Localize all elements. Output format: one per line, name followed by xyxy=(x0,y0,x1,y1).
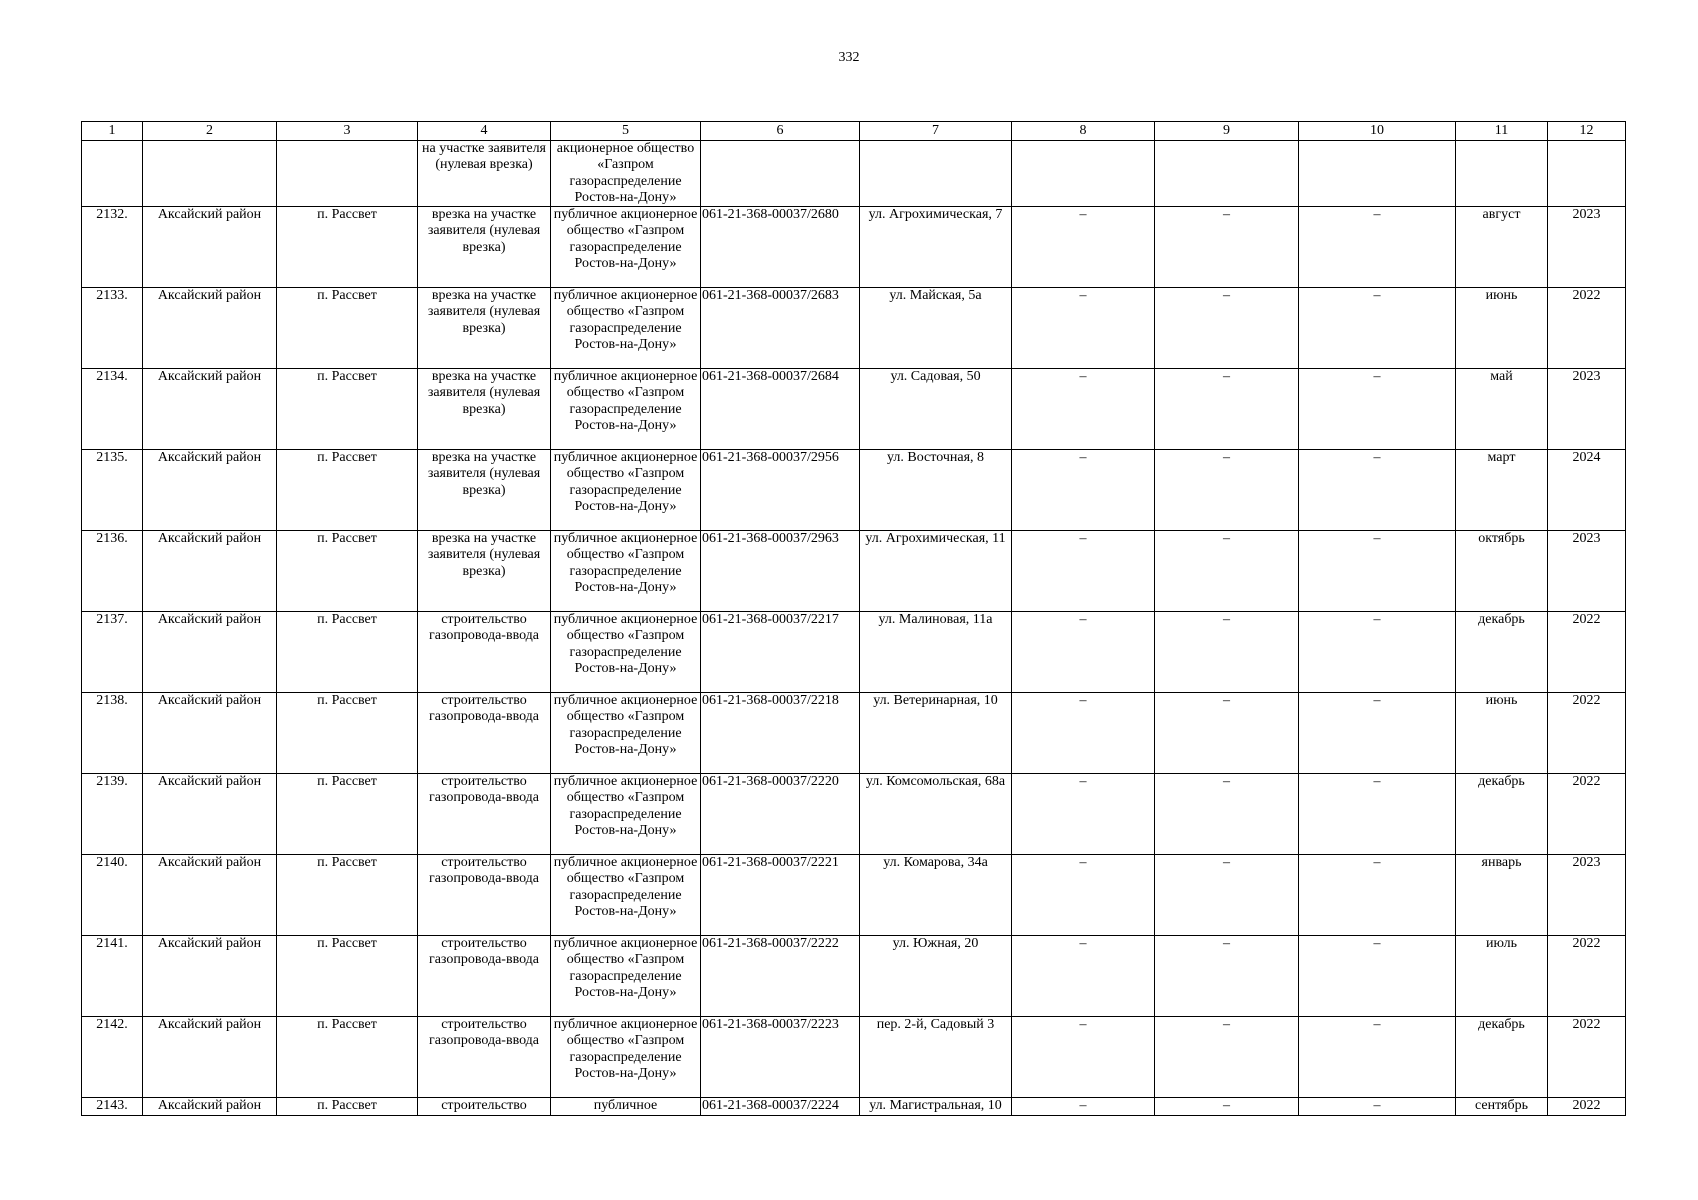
cell-month: июль xyxy=(1456,936,1548,1017)
cell-year: 2024 xyxy=(1548,450,1626,531)
header-cell: 9 xyxy=(1155,122,1299,141)
cell-number: 2135. xyxy=(82,450,143,531)
cell-month: декабрь xyxy=(1456,612,1548,693)
cell-organization: публичное акционерное общество «Газпром газораспределение Ростов-на-Дону» xyxy=(551,774,701,855)
cell-work-type: на участке заявителя (нулевая врезка) xyxy=(418,141,551,207)
cell-number: 2141. xyxy=(82,936,143,1017)
cell-year: 2022 xyxy=(1548,1017,1626,1098)
cell-col8 xyxy=(1012,141,1155,207)
header-cell: 2 xyxy=(143,122,277,141)
cell-col8: – xyxy=(1012,936,1155,1017)
cell-work-type: врезка на участке заявителя (нулевая врезка) xyxy=(418,288,551,369)
cell-locality: п. Рассвет xyxy=(277,450,418,531)
cell-work-type: врезка на участке заявителя (нулевая врезка) xyxy=(418,207,551,288)
header-cell: 6 xyxy=(701,122,860,141)
cell-month: декабрь xyxy=(1456,774,1548,855)
cell-organization: публичное акционерное общество «Газпром газораспределение Ростов-на-Дону» xyxy=(551,855,701,936)
cell-col9: – xyxy=(1155,855,1299,936)
cell-month: январь xyxy=(1456,855,1548,936)
cell-col9: – xyxy=(1155,1017,1299,1098)
cell-address: ул. Агрохимическая, 11 xyxy=(860,531,1012,612)
cell-organization: публичное акционерное общество «Газпром газораспределение Ростов-на-Дону» xyxy=(551,1017,701,1098)
cell-work-type: строительство газопровода-ввода xyxy=(418,612,551,693)
cell-number: 2143. xyxy=(82,1098,143,1116)
table-row xyxy=(82,207,1626,288)
table-row xyxy=(82,855,1626,936)
cell-district: Аксайский район xyxy=(143,450,277,531)
cell-locality: п. Рассвет xyxy=(277,855,418,936)
cell-locality: п. Рассвет xyxy=(277,207,418,288)
cell-col8: – xyxy=(1012,450,1155,531)
cell-organization: публичное акционерное общество «Газпром газораспределение Ростов-на-Дону» xyxy=(551,207,701,288)
cell-col10: – xyxy=(1299,288,1456,369)
header-cell: 3 xyxy=(277,122,418,141)
cell-month: июнь xyxy=(1456,693,1548,774)
cell-number: 2139. xyxy=(82,774,143,855)
cell-address: ул. Комсомольская, 68а xyxy=(860,774,1012,855)
cell-address: ул. Майская, 5а xyxy=(860,288,1012,369)
header-cell: 1 xyxy=(82,122,143,141)
cell-year: 2022 xyxy=(1548,936,1626,1017)
cell-code: 061-21-368-00037/2956 xyxy=(701,450,860,531)
header-cell: 8 xyxy=(1012,122,1155,141)
cell-code: 061-21-368-00037/2218 xyxy=(701,693,860,774)
cell-col9 xyxy=(1155,141,1299,207)
cell-col10: – xyxy=(1299,774,1456,855)
cell-organization: акционерное общество «Газпром газораспределение Ростов-на-Дону» xyxy=(551,141,701,207)
cell-col8: – xyxy=(1012,288,1155,369)
cell-organization: публичное xyxy=(551,1098,701,1116)
registry-table xyxy=(81,121,1626,1116)
cell-address: ул. Комарова, 34а xyxy=(860,855,1012,936)
cell-locality: п. Рассвет xyxy=(277,936,418,1017)
cell-col8: – xyxy=(1012,612,1155,693)
cell-col8: – xyxy=(1012,1098,1155,1116)
cell-col9: – xyxy=(1155,936,1299,1017)
cell-work-type: строительство газопровода-ввода xyxy=(418,774,551,855)
cell-code: 061-21-368-00037/2221 xyxy=(701,855,860,936)
cell-col8: – xyxy=(1012,1017,1155,1098)
cell-address: ул. Агрохимическая, 7 xyxy=(860,207,1012,288)
cell-locality: п. Рассвет xyxy=(277,693,418,774)
cell-month: март xyxy=(1456,450,1548,531)
cell-col9: – xyxy=(1155,369,1299,450)
cell-month xyxy=(1456,141,1548,207)
cell-col10: – xyxy=(1299,1017,1456,1098)
table-row xyxy=(82,693,1626,774)
cell-address: ул. Магистральная, 10 xyxy=(860,1098,1012,1116)
table-row xyxy=(82,774,1626,855)
cell-year xyxy=(1548,141,1626,207)
cell-work-type: строительство газопровода-ввода xyxy=(418,693,551,774)
cell-district xyxy=(143,141,277,207)
column-number-header xyxy=(82,122,1626,141)
cell-year: 2023 xyxy=(1548,855,1626,936)
cell-code: 061-21-368-00037/2220 xyxy=(701,774,860,855)
cell-locality: п. Рассвет xyxy=(277,612,418,693)
cell-district: Аксайский район xyxy=(143,288,277,369)
header-cell: 10 xyxy=(1299,122,1456,141)
table-row xyxy=(82,450,1626,531)
cell-code: 061-21-368-00037/2684 xyxy=(701,369,860,450)
table-row xyxy=(82,936,1626,1017)
cell-col8: – xyxy=(1012,693,1155,774)
cell-work-type: врезка на участке заявителя (нулевая врезка) xyxy=(418,531,551,612)
cell-district: Аксайский район xyxy=(143,531,277,612)
cell-code: 061-21-368-00037/2223 xyxy=(701,1017,860,1098)
cell-month: декабрь xyxy=(1456,1017,1548,1098)
cell-number: 2133. xyxy=(82,288,143,369)
cell-address: ул. Южная, 20 xyxy=(860,936,1012,1017)
cell-district: Аксайский район xyxy=(143,207,277,288)
cell-year: 2022 xyxy=(1548,774,1626,855)
table-row xyxy=(82,1017,1626,1098)
continuation-row xyxy=(82,141,1626,207)
cell-col9: – xyxy=(1155,1098,1299,1116)
cell-number: 2138. xyxy=(82,693,143,774)
table-row xyxy=(82,531,1626,612)
cell-month: июнь xyxy=(1456,288,1548,369)
cell-district: Аксайский район xyxy=(143,774,277,855)
cell-address: ул. Садовая, 50 xyxy=(860,369,1012,450)
cell-col8: – xyxy=(1012,855,1155,936)
cell-code: 061-21-368-00037/2963 xyxy=(701,531,860,612)
table-row xyxy=(82,288,1626,369)
cell-work-type: строительство газопровода-ввода xyxy=(418,936,551,1017)
cell-organization: публичное акционерное общество «Газпром газораспределение Ростов-на-Дону» xyxy=(551,369,701,450)
cell-number: 2134. xyxy=(82,369,143,450)
header-cell: 11 xyxy=(1456,122,1548,141)
cell-col10: – xyxy=(1299,207,1456,288)
cell-district: Аксайский район xyxy=(143,693,277,774)
cell-address xyxy=(860,141,1012,207)
cell-col9: – xyxy=(1155,288,1299,369)
table-row xyxy=(82,369,1626,450)
cell-district: Аксайский район xyxy=(143,612,277,693)
cell-code: 061-21-368-00037/2222 xyxy=(701,936,860,1017)
cell-col9: – xyxy=(1155,774,1299,855)
cell-month: май xyxy=(1456,369,1548,450)
cell-number: 2137. xyxy=(82,612,143,693)
cell-year: 2022 xyxy=(1548,693,1626,774)
cell-organization: публичное акционерное общество «Газпром газораспределение Ростов-на-Дону» xyxy=(551,693,701,774)
cell-locality: п. Рассвет xyxy=(277,1098,418,1116)
cell-code xyxy=(701,141,860,207)
cell-col10: – xyxy=(1299,450,1456,531)
cell-number: 2140. xyxy=(82,855,143,936)
cell-district: Аксайский район xyxy=(143,1017,277,1098)
cell-organization: публичное акционерное общество «Газпром газораспределение Ростов-на-Дону» xyxy=(551,612,701,693)
cell-district: Аксайский район xyxy=(143,369,277,450)
table-row xyxy=(82,1098,1626,1116)
cell-address: ул. Восточная, 8 xyxy=(860,450,1012,531)
cell-col9: – xyxy=(1155,531,1299,612)
header-cell: 7 xyxy=(860,122,1012,141)
cell-col9: – xyxy=(1155,450,1299,531)
header-cell: 12 xyxy=(1548,122,1626,141)
cell-col10: – xyxy=(1299,936,1456,1017)
cell-col9: – xyxy=(1155,612,1299,693)
header-cell: 4 xyxy=(418,122,551,141)
cell-col8: – xyxy=(1012,774,1155,855)
cell-year: 2022 xyxy=(1548,612,1626,693)
cell-year: 2022 xyxy=(1548,288,1626,369)
cell-locality: п. Рассвет xyxy=(277,1017,418,1098)
cell-col8: – xyxy=(1012,531,1155,612)
cell-locality: п. Рассвет xyxy=(277,531,418,612)
cell-col10 xyxy=(1299,141,1456,207)
cell-work-type: строительство xyxy=(418,1098,551,1116)
cell-organization: публичное акционерное общество «Газпром газораспределение Ростов-на-Дону» xyxy=(551,936,701,1017)
cell-address: ул. Малиновая, 11а xyxy=(860,612,1012,693)
cell-col10: – xyxy=(1299,531,1456,612)
cell-district: Аксайский район xyxy=(143,936,277,1017)
cell-number: 2142. xyxy=(82,1017,143,1098)
cell-col10: – xyxy=(1299,1098,1456,1116)
cell-col10: – xyxy=(1299,369,1456,450)
cell-organization: публичное акционерное общество «Газпром газораспределение Ростов-на-Дону» xyxy=(551,450,701,531)
cell-address: пер. 2-й, Садовый 3 xyxy=(860,1017,1012,1098)
cell-code: 061-21-368-00037/2680 xyxy=(701,207,860,288)
cell-col8: – xyxy=(1012,207,1155,288)
cell-locality xyxy=(277,141,418,207)
page-number: 332 xyxy=(838,50,860,65)
cell-work-type: строительство газопровода-ввода xyxy=(418,855,551,936)
cell-work-type: строительство газопровода-ввода xyxy=(418,1017,551,1098)
cell-col10: – xyxy=(1299,693,1456,774)
cell-locality: п. Рассвет xyxy=(277,288,418,369)
cell-code: 061-21-368-00037/2224 xyxy=(701,1098,860,1116)
cell-month: сентябрь xyxy=(1456,1098,1548,1116)
cell-year: 2023 xyxy=(1548,369,1626,450)
cell-year: 2023 xyxy=(1548,207,1626,288)
cell-organization: публичное акционерное общество «Газпром газораспределение Ростов-на-Дону» xyxy=(551,531,701,612)
cell-locality: п. Рассвет xyxy=(277,369,418,450)
cell-number: 2132. xyxy=(82,207,143,288)
cell-code: 061-21-368-00037/2683 xyxy=(701,288,860,369)
cell-col9: – xyxy=(1155,693,1299,774)
cell-month: август xyxy=(1456,207,1548,288)
cell-number xyxy=(82,141,143,207)
cell-district: Аксайский район xyxy=(143,1098,277,1116)
cell-col8: – xyxy=(1012,369,1155,450)
cell-year: 2022 xyxy=(1548,1098,1626,1116)
cell-col10: – xyxy=(1299,855,1456,936)
cell-number: 2136. xyxy=(82,531,143,612)
cell-month: октябрь xyxy=(1456,531,1548,612)
cell-address: ул. Ветеринарная, 10 xyxy=(860,693,1012,774)
cell-col9: – xyxy=(1155,207,1299,288)
cell-work-type: врезка на участке заявителя (нулевая врезка) xyxy=(418,369,551,450)
table-row xyxy=(82,612,1626,693)
cell-organization: публичное акционерное общество «Газпром газораспределение Ростов-на-Дону» xyxy=(551,288,701,369)
cell-work-type: врезка на участке заявителя (нулевая врезка) xyxy=(418,450,551,531)
cell-locality: п. Рассвет xyxy=(277,774,418,855)
cell-district: Аксайский район xyxy=(143,855,277,936)
cell-year: 2023 xyxy=(1548,531,1626,612)
cell-col10: – xyxy=(1299,612,1456,693)
header-cell: 5 xyxy=(551,122,701,141)
cell-code: 061-21-368-00037/2217 xyxy=(701,612,860,693)
